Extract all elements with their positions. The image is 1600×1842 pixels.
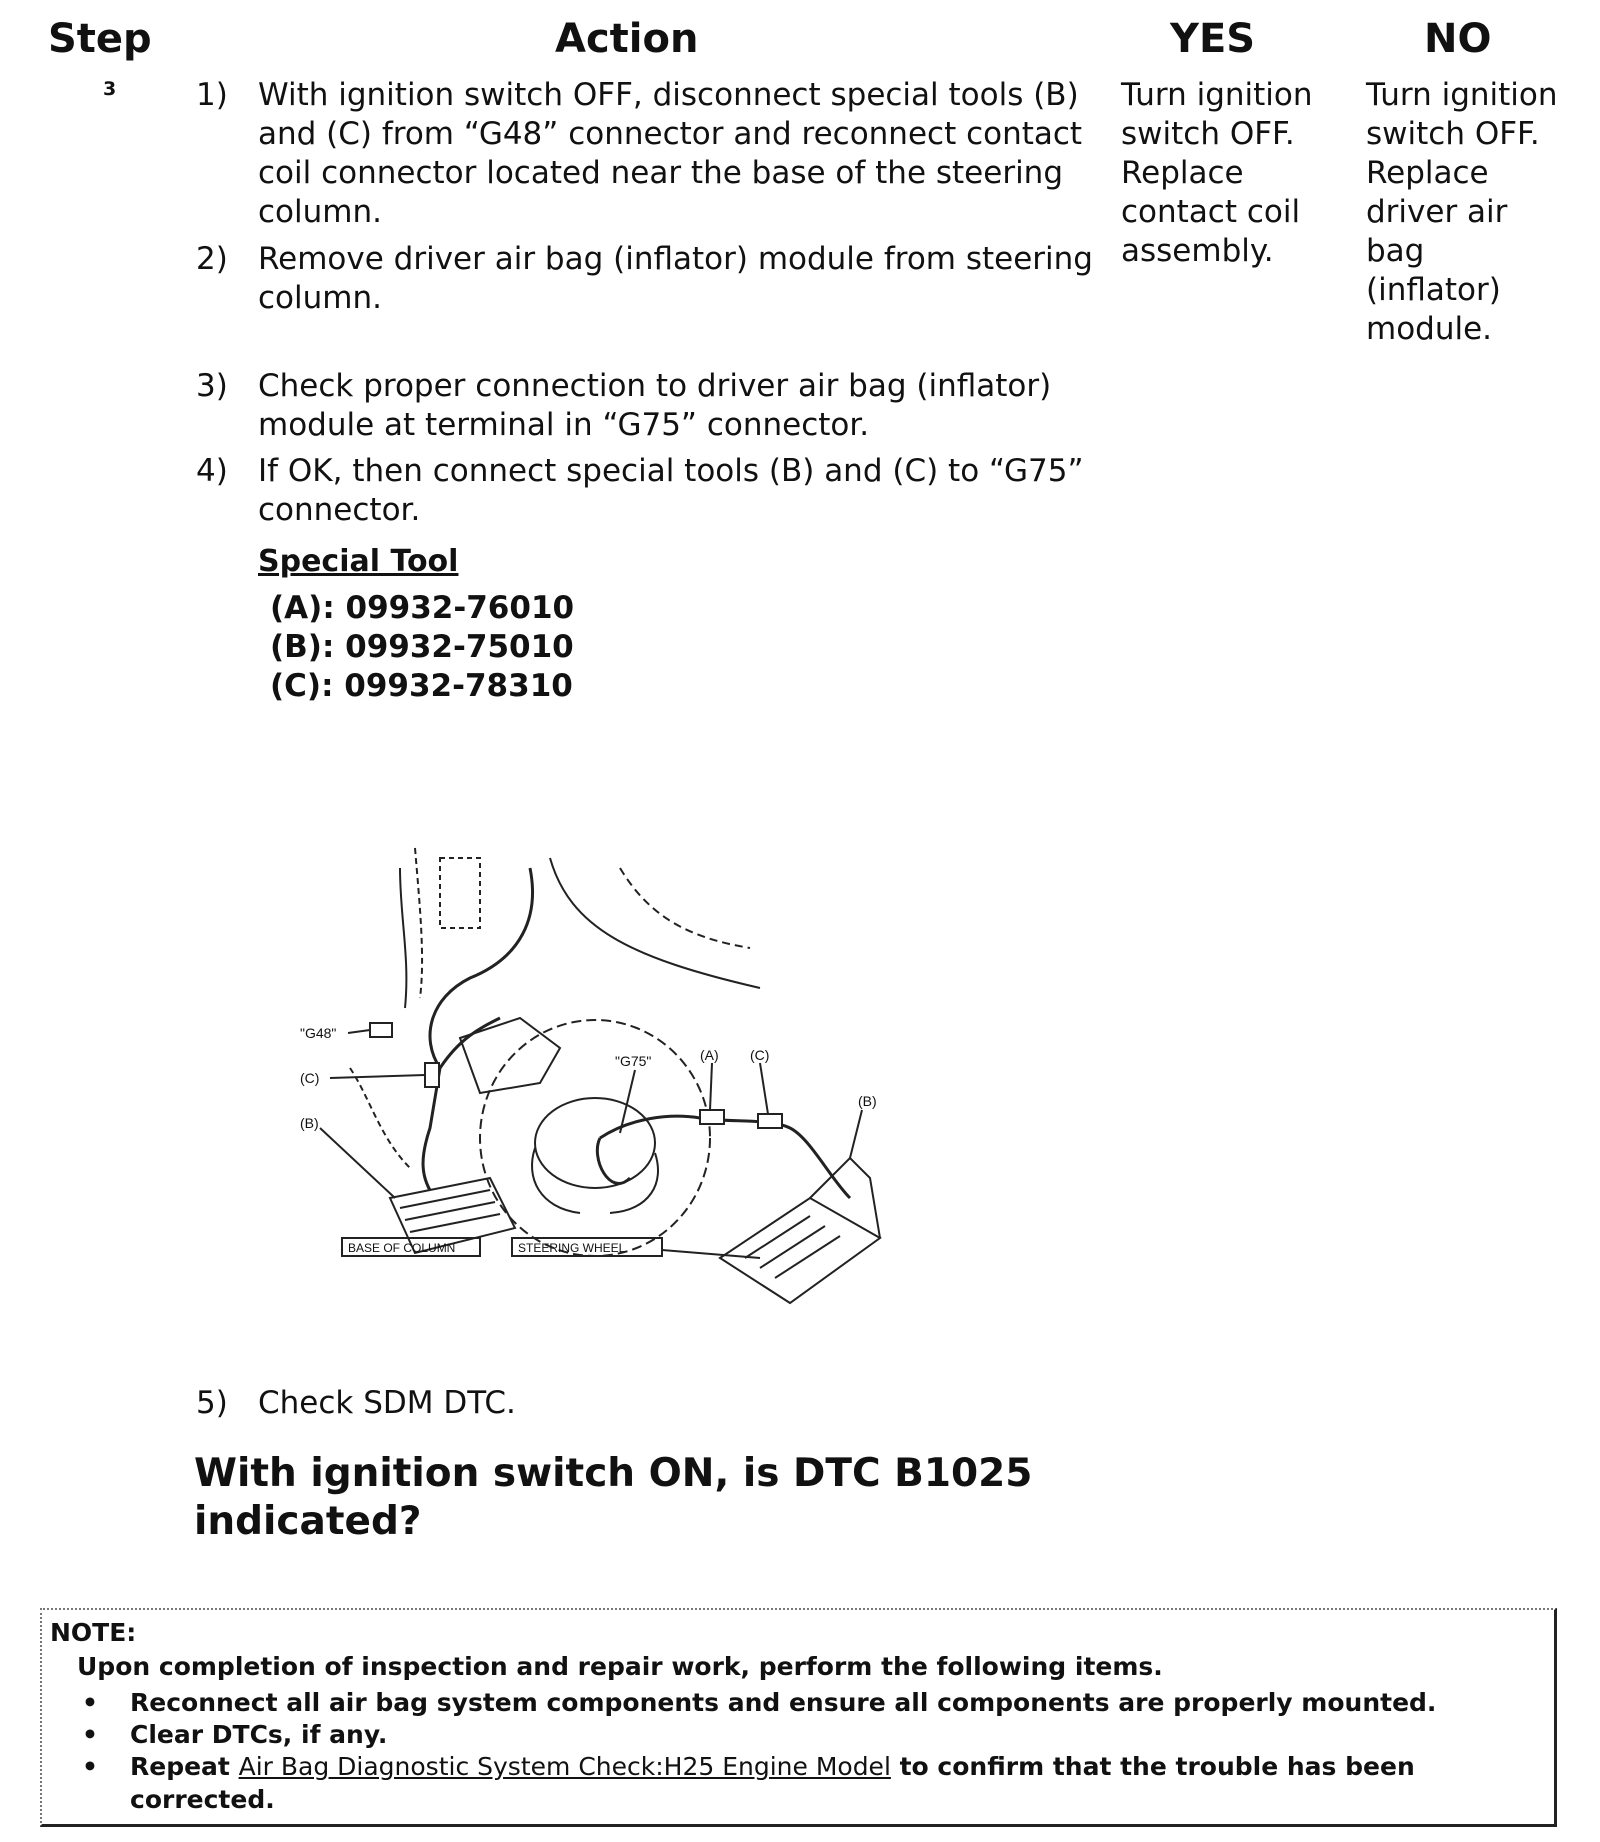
header-no: NO [1424, 16, 1492, 62]
label-steering-wheel: STEERING WHEEL [518, 1241, 626, 1255]
yes-answer [1121, 76, 1341, 271]
tool-b-right [720, 1198, 880, 1303]
yes-line: Turn ignition [1121, 77, 1313, 113]
label-base-of-column: BASE OF COLUMN [348, 1241, 456, 1255]
leader-line [850, 1110, 862, 1158]
harness-cable [440, 1018, 500, 1068]
yes-line: Replace [1121, 155, 1244, 191]
steering-wheel [480, 1020, 710, 1256]
dashboard-outline [550, 858, 760, 988]
leader-line [320, 1128, 395, 1198]
action-text: Remove driver air bag (inflator) module from steering column. [258, 241, 1093, 316]
leader-line [348, 1030, 370, 1033]
column-shroud [460, 1018, 560, 1093]
note-title: NOTE: [50, 1618, 137, 1647]
fuse-box-outline [440, 858, 480, 928]
action-text: Check proper connection to driver air bag (inflator) module at terminal in “G75” connector. [258, 368, 1052, 443]
header-yes: YES [1170, 16, 1256, 62]
yes-line: assembly. [1121, 233, 1274, 269]
no-line: module. [1366, 311, 1493, 347]
connection-diagram [290, 838, 1050, 1358]
bullet-dot: • [82, 1688, 98, 1717]
label-a-right: (A) [700, 1047, 719, 1063]
column-shroud [350, 1068, 410, 1168]
yes-line: switch OFF. [1121, 116, 1295, 152]
dashboard-outline [415, 848, 422, 998]
bullet-dot: • [82, 1752, 98, 1781]
action-text: Check SDM DTC. [258, 1385, 516, 1421]
label-b-right: (B) [858, 1093, 877, 1109]
special-tool-a: (A): 09932-76010 [270, 590, 575, 626]
dashboard-outline [400, 868, 406, 1008]
label-b-left: (B) [300, 1115, 319, 1131]
label-g48: "G48" [300, 1025, 337, 1041]
action-number: 2) [196, 241, 228, 277]
no-line: switch OFF. [1366, 116, 1540, 152]
note-bullet-text: Reconnect all air bag system components and ensure all components are properly mounted. [130, 1688, 1437, 1717]
connector-g48 [370, 1023, 392, 1037]
no-line: Turn ignition [1366, 77, 1558, 113]
harness-cable [600, 1116, 850, 1198]
no-line: Replace [1366, 155, 1489, 191]
label-g75: "G75" [615, 1053, 652, 1069]
step-number: 3 [103, 78, 117, 100]
action-text: With ignition switch OFF, disconnect special tools (B) and (C) from “G48” connector and reconnect contact coil connector located near the base of the steering column. [258, 77, 1083, 230]
special-tool-b: (B): 09932-75010 [270, 629, 574, 665]
note-bullet-prefix: Repeat [130, 1752, 239, 1781]
note-bullet-text [130, 1750, 1530, 1816]
action-number: 1) [196, 77, 228, 113]
steering-hub [535, 1098, 655, 1188]
note-intro: Upon completion of inspection and repair work, perform the following items. [77, 1652, 1163, 1681]
leader-line [760, 1063, 768, 1114]
yes-line: contact coil [1121, 194, 1301, 230]
note-bullet-suffix: to confirm that the trouble has been corrected. [130, 1752, 1415, 1814]
diagnostic-system-check-link[interactable]: Air Bag Diagnostic System Check:H25 Engine Model [238, 1752, 891, 1781]
diagnostic-question: With ignition switch ON, is DTC B1025 indicated? [194, 1451, 1033, 1544]
leader-line [710, 1063, 712, 1110]
no-answer [1366, 76, 1596, 349]
special-tool-title: Special Tool [258, 544, 459, 579]
label-c-left: (C) [300, 1070, 320, 1086]
special-tool-c: (C): 09932-78310 [270, 668, 573, 704]
label-c-right: (C) [750, 1047, 770, 1063]
no-line: bag [1366, 233, 1425, 269]
action-text: If OK, then connect special tools (B) and (C) to “G75” connector. [258, 453, 1084, 528]
leader-line [330, 1075, 425, 1078]
bullet-dot: • [82, 1720, 98, 1749]
connector-a [700, 1110, 724, 1124]
header-action: Action [555, 16, 699, 62]
note-bullet-text: Clear DTCs, if any. [130, 1720, 388, 1749]
action-number: 5) [196, 1385, 228, 1421]
no-line: driver air [1366, 194, 1508, 230]
action-number: 4) [196, 453, 228, 489]
note-box [40, 1608, 1557, 1827]
header-step: Step [48, 16, 152, 62]
connector-c-right [758, 1114, 782, 1128]
action-number: 3) [196, 368, 228, 404]
no-line: (inflator) [1366, 272, 1501, 308]
harness-cable [597, 1138, 630, 1183]
connector-c-left [425, 1063, 439, 1087]
dashboard-outline [620, 868, 750, 948]
